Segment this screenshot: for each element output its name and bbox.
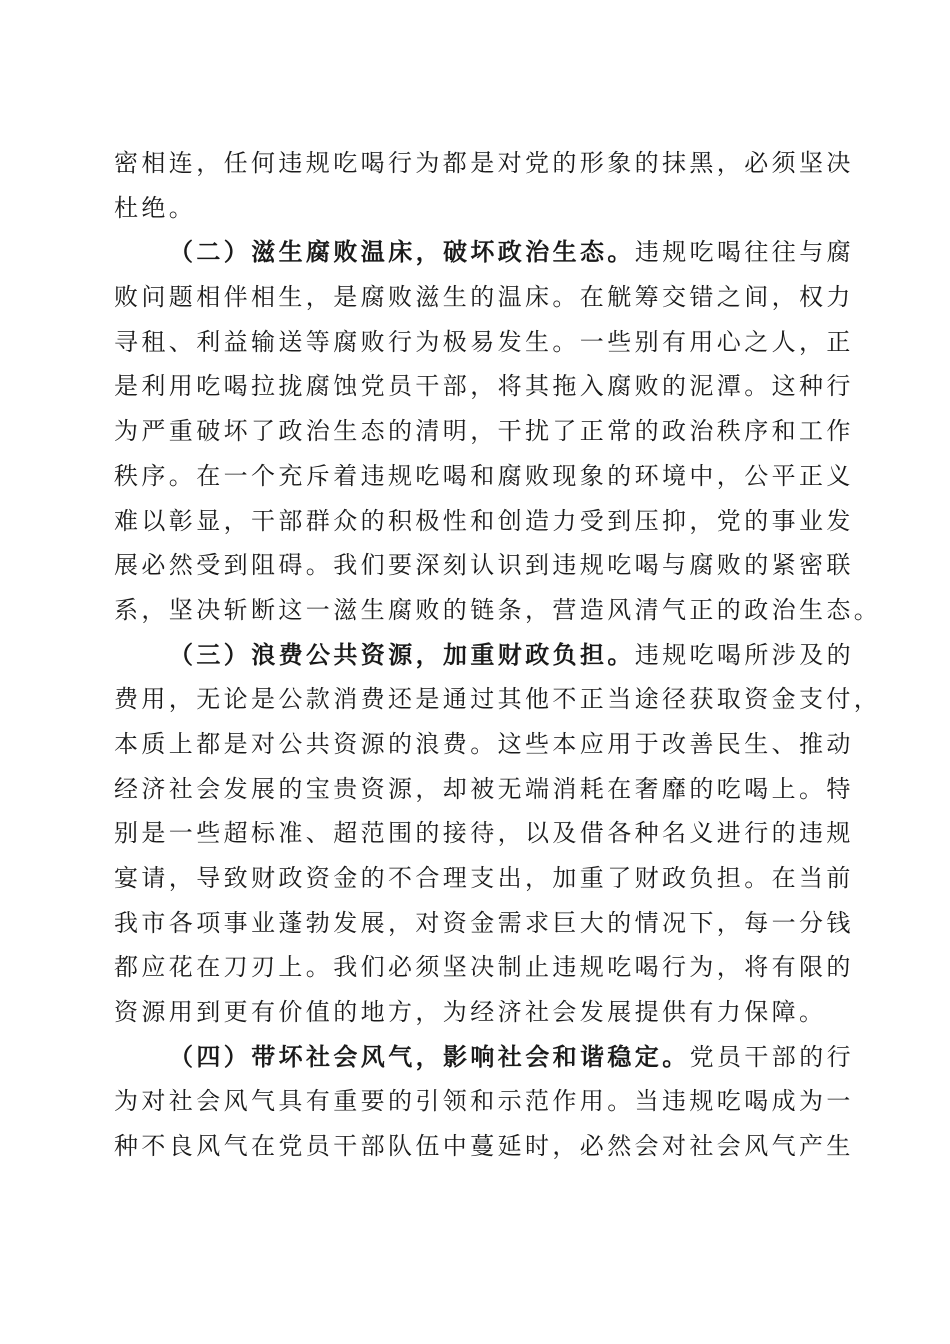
text-line bbox=[114, 186, 828, 231]
text-line bbox=[114, 275, 854, 320]
line-text: 费用，无论是公款消费还是通过其他不正当途径获取资金支付， bbox=[114, 685, 882, 714]
line-text: 难以彰显，干部群众的积极性和创造力受到压抑，党的事业发 bbox=[114, 506, 854, 535]
text-line bbox=[114, 543, 854, 588]
text-line bbox=[114, 409, 854, 454]
line-text: 是利用吃喝拉拢腐蚀党员干部，将其拖入腐败的泥潭。这种行 bbox=[114, 372, 854, 401]
text-line bbox=[114, 767, 854, 812]
line-text: 违规吃喝往往与腐 bbox=[634, 238, 855, 267]
text-line bbox=[114, 1124, 854, 1169]
line-text: 寻租、利益输送等腐败行为极易发生。一些别有用心之人，正 bbox=[114, 327, 854, 356]
text-line bbox=[114, 1035, 855, 1080]
text-line bbox=[114, 454, 854, 499]
line-text: 我市各项事业蓬勃发展，对资金需求巨大的情况下，每一分钱 bbox=[114, 908, 854, 937]
line-text: 秩序。在一个充斥着违规吃喝和腐败现象的环境中，公平正义 bbox=[114, 461, 854, 490]
section-heading: （三）浪费公共资源，加重财政负担。 bbox=[169, 640, 635, 669]
text-line bbox=[114, 677, 882, 722]
line-text: 杜绝。 bbox=[114, 193, 197, 222]
line-text: 密相连，任何违规吃喝行为都是对党的形象的抹黑，必须坚决 bbox=[114, 149, 854, 177]
text-line bbox=[114, 499, 854, 544]
line-text: 资源用到更有价值的地方，为经济社会发展提供有力保障。 bbox=[114, 998, 827, 1027]
text-line bbox=[114, 856, 854, 901]
line-text: 都应花在刀刃上。我们必须坚决制止违规吃喝行为，将有限的 bbox=[114, 953, 854, 982]
paragraph bbox=[114, 1035, 855, 1169]
line-text: 别是一些超标准、超范围的接待，以及借各种名义进行的违规 bbox=[114, 819, 854, 848]
text-line bbox=[114, 811, 854, 856]
text-line bbox=[114, 320, 854, 365]
line-text: 经济社会发展的宝贵资源，却被无端消耗在奢靡的吃喝上。特 bbox=[114, 774, 854, 803]
section-heading: （四）带坏社会风气，影响社会和谐稳定。 bbox=[169, 1042, 690, 1071]
line-text: 败问题相伴相生，是腐败滋生的温床。在觥筹交错之间，权力 bbox=[114, 283, 854, 312]
line-text: 为严重破坏了政治生态的清明，干扰了正常的政治秩序和工作 bbox=[114, 417, 854, 446]
text-line bbox=[114, 633, 855, 678]
line-text: 为对社会风气具有重要的引领和示范作用。当违规吃喝成为一 bbox=[114, 1087, 854, 1116]
paragraph bbox=[114, 633, 882, 1035]
text-line bbox=[114, 364, 854, 409]
line-text: 党员干部的行 bbox=[689, 1042, 855, 1071]
document-page bbox=[114, 141, 882, 1169]
text-line bbox=[114, 945, 854, 990]
text-line bbox=[114, 1079, 854, 1124]
section-heading: （二）滋生腐败温床，破坏政治生态。 bbox=[169, 238, 635, 267]
line-text: 宴请，导致财政资金的不合理支出，加重了财政负担。在当前 bbox=[114, 864, 854, 892]
text-line bbox=[114, 141, 854, 186]
paragraph bbox=[114, 230, 882, 632]
line-text: 违规吃喝所涉及的 bbox=[634, 640, 855, 669]
line-text: 本质上都是对公共资源的浪费。这些本应用于改善民生、推动 bbox=[114, 729, 854, 758]
line-text: 种不良风气在党员干部队伍中蔓延时，必然会对社会风气产生 bbox=[114, 1132, 854, 1161]
text-line bbox=[114, 588, 882, 633]
text-line bbox=[114, 722, 854, 767]
line-text: 系，坚决斩断这一滋生腐败的链条，营造风清气正的政治生态。 bbox=[114, 595, 882, 624]
paragraph bbox=[114, 141, 854, 230]
line-text: 展必然受到阻碍。我们要深刻认识到违规吃喝与腐败的紧密联 bbox=[114, 551, 854, 580]
text-line bbox=[114, 901, 854, 946]
text-line bbox=[114, 230, 855, 275]
text-line bbox=[114, 990, 828, 1035]
